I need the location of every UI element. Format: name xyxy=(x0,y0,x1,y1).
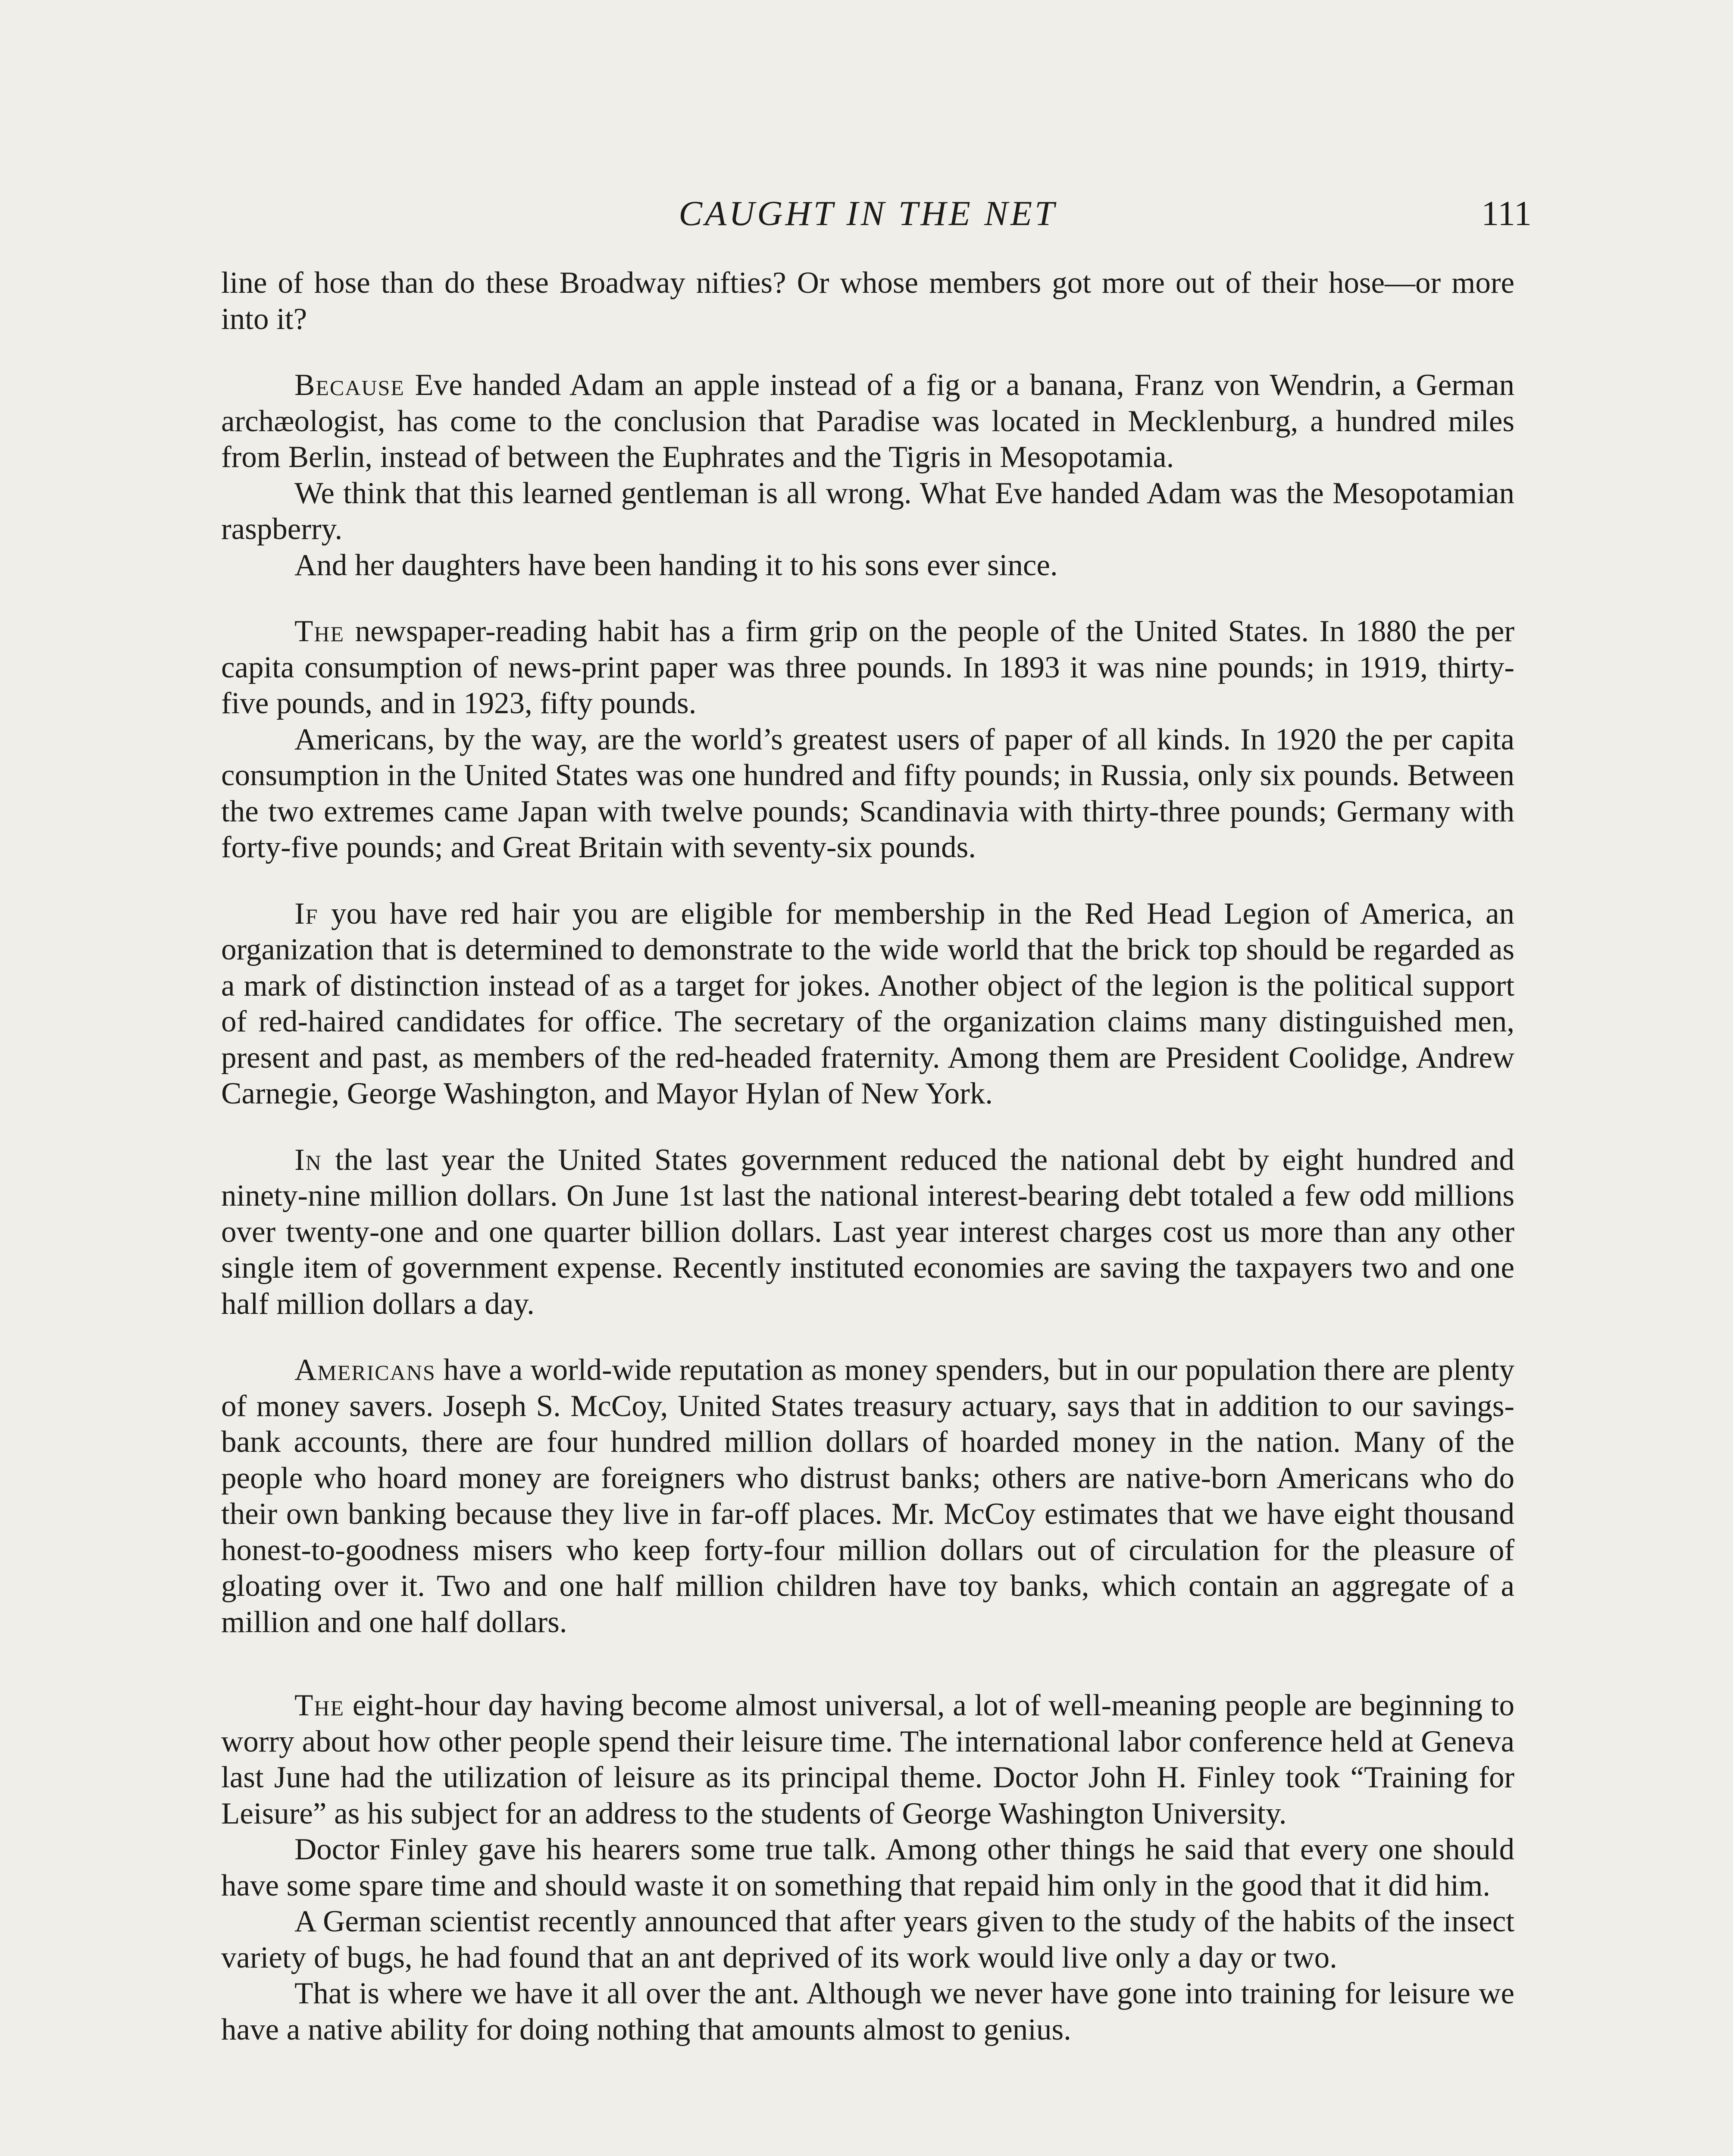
paragraph-raspberry xyxy=(221,476,1514,548)
paragraph-text: line of hose than do these Broadway nifties? Or whose members got more out of their hose—or more into it? xyxy=(221,266,1514,336)
paragraph-text: That is where we have it all over the ant. Although we never have gone into training for leisure we have a native ability for doing nothing that amounts almost to genius. xyxy=(221,1977,1514,2046)
paragraph-lead-word: Americans xyxy=(294,1353,436,1387)
paragraph-text: newspaper-reading habit has a firm grip on the people of the United States. In 1880 the per capita consumption of news-print paper was three pounds. In 1893 it was nine pounds; in 1919, thirty-five pounds, and in 1923, fifty pounds. xyxy=(221,614,1514,720)
paragraph-text: the last year the United States government reduced the national debt by eight hundred and ninety-nine million dollars. On June 1st last the national interest-bearing debt totaled a few odd millions over twenty-one and one quarter billion dollars. Last year interest charges cost us more than any other single item of government expense. Recently instituted economies are saving the taxpayers two and one half million dollars a day. xyxy=(221,1143,1514,1321)
paragraph-hose-continuation xyxy=(221,265,1514,337)
paragraph-lead-word: Because xyxy=(294,368,405,402)
paragraph-genius xyxy=(221,1976,1514,2048)
paragraph-finley xyxy=(221,1832,1514,1904)
paragraph-red-head-legion xyxy=(221,896,1514,1112)
paragraph-lead-word: The xyxy=(294,614,345,648)
paragraph-text: Americans, by the way, are the world’s greatest users of paper of all kinds. In 1920 the per capita consumption in the United States was one hundred and fifty pounds; in Russia, only six pounds. Between the two extremes came Japan with twelve pounds; Scandinavia with thirty-three pounds; Germany with forty-five pounds; and Great Britain with seventy-six pounds. xyxy=(221,722,1514,864)
paragraph-paradise xyxy=(221,367,1514,476)
paragraph-ant-study xyxy=(221,1904,1514,1976)
paragraph-paper-users xyxy=(221,722,1514,866)
page-number: 111 xyxy=(1481,194,1532,233)
paragraph-text: And her daughters have been handing it to his sons ever since. xyxy=(294,548,1058,582)
paragraph-text: you have red hair you are eligible for membership in the Red Head Legion of America, an organization that is determined to demonstrate to the wide world that the brick top should be regarded as a mark of distinction instead of as a target for jokes. Another object of the legion is the political support of red-haired candidates for office. The secretary of the organization claims many distinguished men, present and past, as members of the red-headed fraternity. Among them are President Coolidge, Andrew Carnegie, George Washington, and Mayor Hylan of New York. xyxy=(221,896,1514,1110)
paragraph-text: Eve handed Adam an apple instead of a fig or a banana, Franz von Wendrin, a German archæologist, has come to the conclusion that Paradise was located in Mecklenburg, a hundred miles from Berlin, instead of between the Euphrates and the Tigris in Mesopotamia. xyxy=(221,368,1514,474)
paragraph-newspaper xyxy=(221,614,1514,722)
paragraph-text: We think that this learned gentleman is all wrong. What Eve handed Adam was the Mesopotamian raspberry. xyxy=(221,476,1514,546)
paragraph-eight-hour-day xyxy=(221,1688,1514,1832)
paragraph-lead-word: The xyxy=(294,1689,345,1722)
page-header xyxy=(221,190,1532,237)
paragraph-text: Doctor Finley gave his hearers some true talk. Among other things he said that every one should have some spare time and should waste it on something that repaid him only in the good that it did him. xyxy=(221,1833,1514,1902)
paragraph-text: eight-hour day having become almost universal, a lot of well-meaning people are beginning to worry about how other people spend their leisure time. The international labor conference held at Geneva last June had the utilization of leisure as its principal theme. Doctor John H. Finley took “Training for Leisure” as his subject for an address to the students of George Washington University. xyxy=(221,1689,1514,1830)
running-title: CAUGHT IN THE NET xyxy=(679,194,1057,233)
paragraph-lead-word: If xyxy=(294,896,319,931)
paragraph-daughters xyxy=(221,548,1514,584)
paragraph-text: A German scientist recently announced that after years given to the study of the habits of the insect variety of bugs, he had found that an ant deprived of its work would live only a day or two. xyxy=(221,1905,1514,1974)
paragraph-lead-word: In xyxy=(294,1143,322,1177)
article-body xyxy=(221,265,1514,2048)
paragraph-money-savers xyxy=(221,1352,1514,1640)
paragraph-text: have a world-wide reputation as money spenders, but in our population there are plenty of money savers. Joseph S. McCoy, United States treasury actuary, says that in addition to our savings-bank accounts, there are four hundred million dollars of hoarded money in the nation. Many of the people who hoard money are foreigners who distrust banks; others are native-born Americans who do their own banking because they live in far-off places. Mr. McCoy estimates that we have eight thousand honest-to-goodness misers who keep forty-four million dollars out of circulation for the pleasure of gloating over it. Two and one half million children have toy banks, which contain an aggregate of a million and one half dollars. xyxy=(221,1353,1514,1639)
paragraph-national-debt xyxy=(221,1142,1514,1322)
